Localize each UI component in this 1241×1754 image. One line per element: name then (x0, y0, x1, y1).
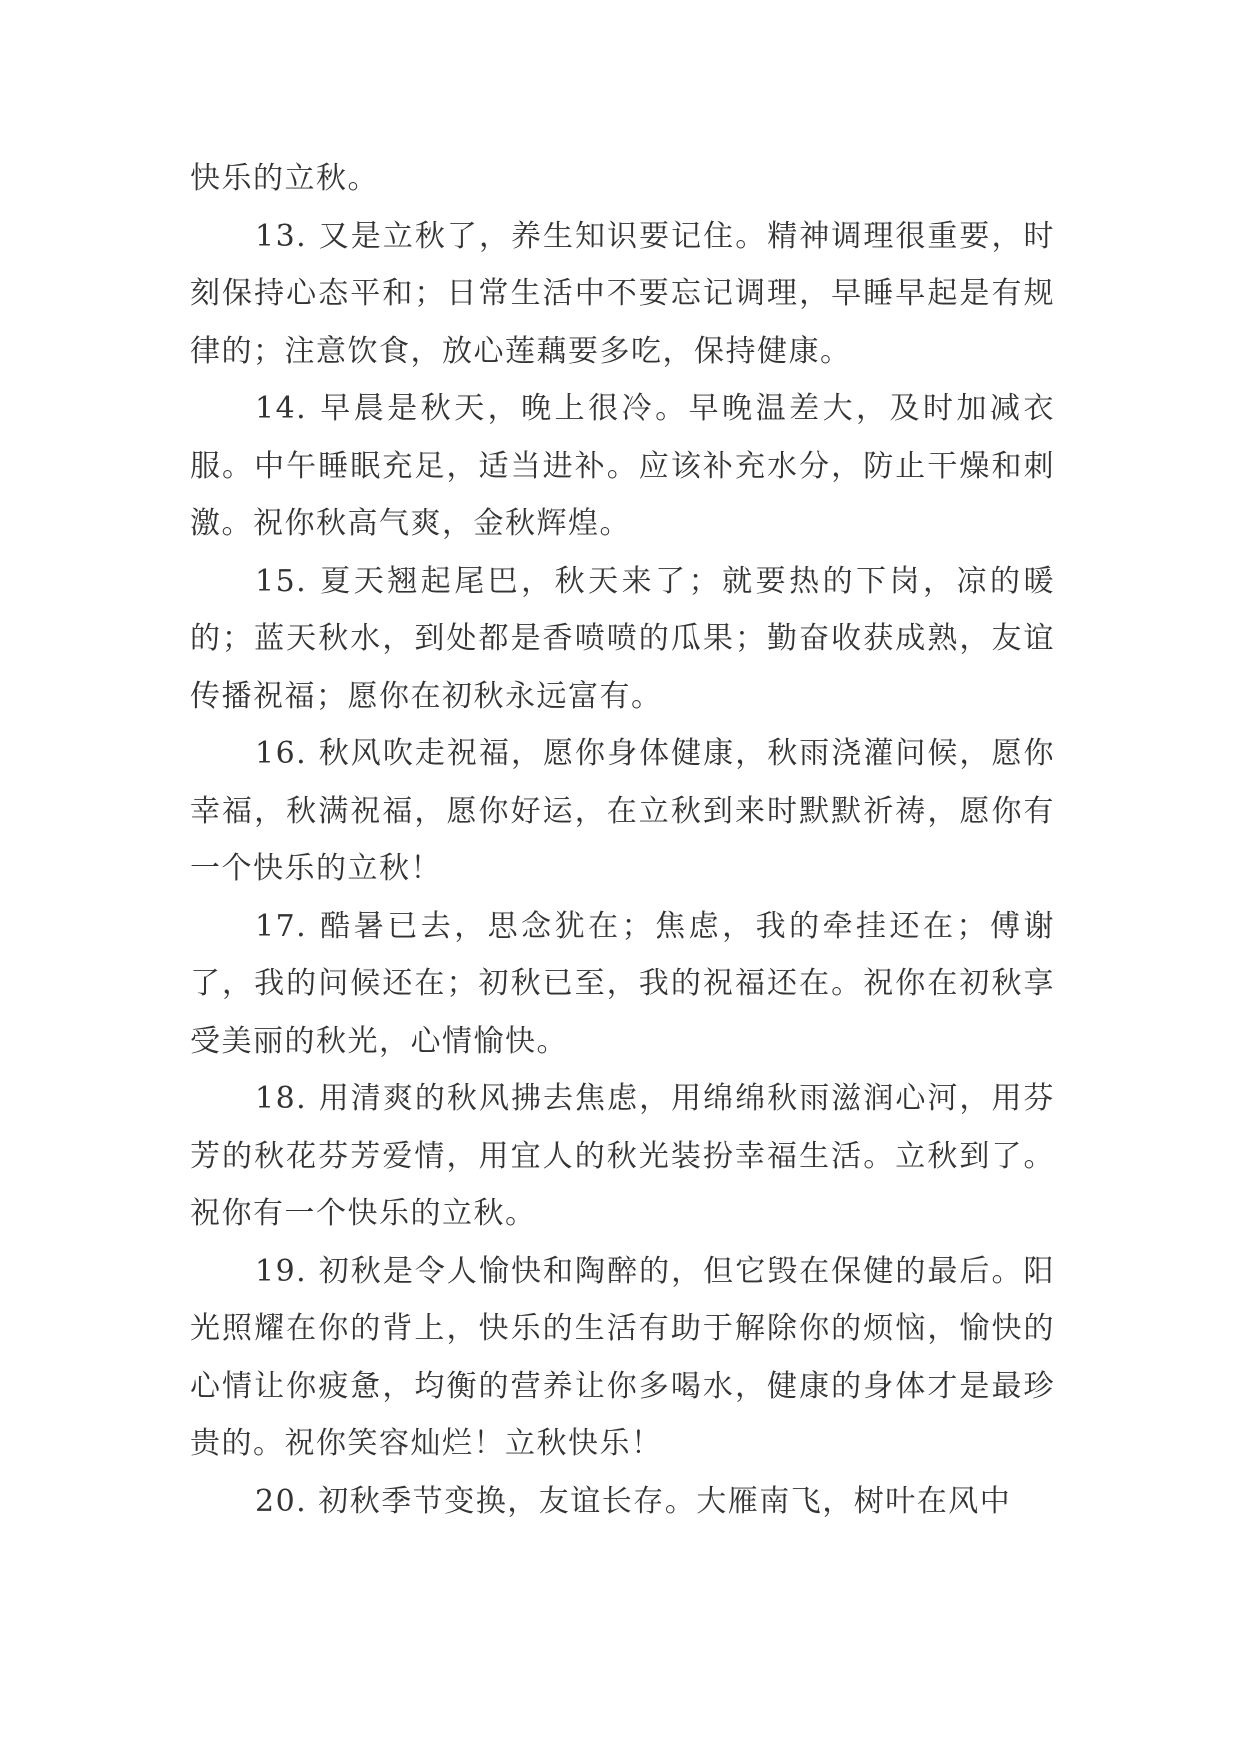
paragraph-14: 14. 早晨是秋天，晚上很冷。早晚温差大，及时加减衣服。中午睡眠充足，适当进补。应该补充水分，防止干燥和刺激。祝你秋高气爽，金秋辉煌。 (190, 391, 1055, 541)
paragraph-19: 19. 初秋是令人愉快和陶醉的，但它毁在保健的最后。阳光照耀在你的背上，快乐的生活有助于解除你的烦恼，愉快的心情让你疲惫，均衡的营养让你多喝水，健康的身体才是最珍贵的。祝你笑容灿烂！立秋快乐！ (190, 1253, 1055, 1461)
paragraph-13: 13. 又是立秋了，养生知识要记住。精神调理很重要，时刻保持心态平和；日常生活中不要忘记调理，早睡早起是有规律的；注意饮食，放心莲藕要多吃，保持健康。 (190, 218, 1055, 369)
document-body (190, 150, 1055, 1530)
paragraph-18: 18. 用清爽的秋风拂去焦虑，用绵绵秋雨滋润心河，用芬芳的秋花芬芳爱情，用宜人的秋光装扮幸福生活。立秋到了。祝你有一个快乐的立秋。 (190, 1081, 1055, 1231)
paragraph-17: 17. 酷暑已去，思念犹在；焦虑，我的牵挂还在；傅谢了，我的问候还在；初秋已至，我的祝福还在。祝你在初秋享受美丽的秋光，心情愉快。 (190, 908, 1055, 1059)
paragraph-continuation: 快乐的立秋。 (190, 161, 379, 196)
paragraph-15: 15. 夏天翘起尾巴，秋天来了；就要热的下岗，凉的暖的；蓝天秋水，到处都是香喷喷的瓜果；勤奋收获成熟，友谊传播祝福；愿你在初秋永远富有。 (190, 563, 1055, 714)
paragraph-20: 20. 初秋季节变换，友谊长存。大雁南飞，树叶在风中 (255, 1483, 1012, 1519)
paragraph-16: 16. 秋风吹走祝福，愿你身体健康，秋雨浇灌问候，愿你幸福，秋满祝福，愿你好运，在立秋到来时默默祈祷，愿你有一个快乐的立秋！ (190, 736, 1055, 886)
